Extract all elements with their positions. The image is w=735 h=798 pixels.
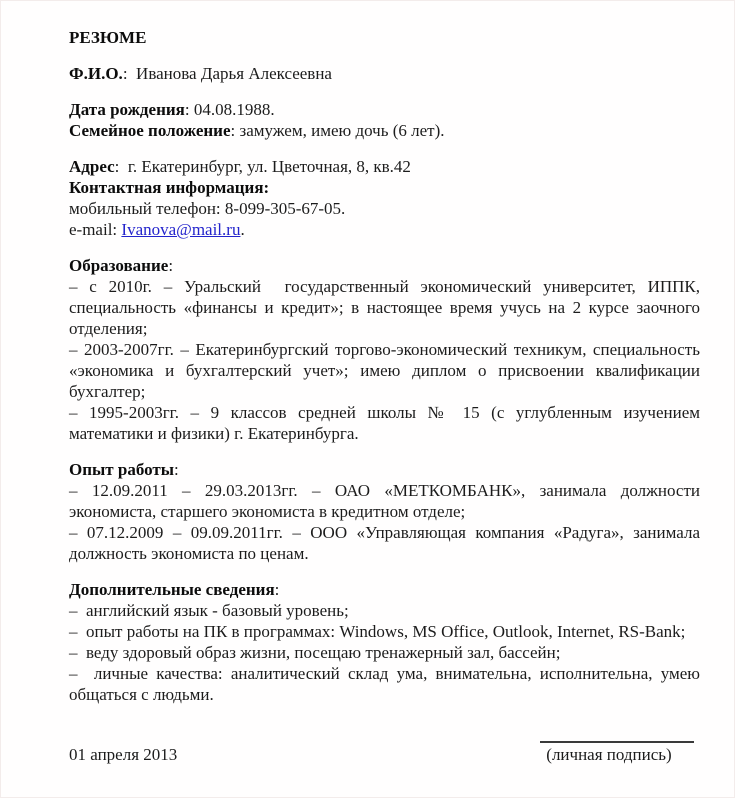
additional-heading [69,579,700,600]
education-heading [69,255,700,276]
phone-line [69,198,700,219]
address-line [69,156,700,177]
education-item: – с 2010г. – Уральский государственный экономический университет, ИППК, специальность «финансы и кредит»; в настоящее время учусь на 2 курсе заочного отделения; [69,277,700,338]
additional-item: – личные качества: аналитический склад ума, внимательна, исполнительна, умею общаться с людьми. [69,664,700,704]
fio-label: Ф.И.О. [69,64,123,83]
footer [69,741,700,765]
additional-section [69,579,700,705]
page-title [69,27,700,48]
address-label: Адрес [69,157,115,176]
personal-block [69,99,700,141]
birth-line [69,99,700,120]
experience-item: – 12.09.2011 – 29.03.2013гг. – ОАО «МЕТКОМБАНК», занимала должности экономиста, старшего экономиста в кредитном отделе; [69,481,700,521]
contact-heading-text: Контактная информация: [69,178,270,197]
email-line [69,219,700,240]
experience-section [69,459,700,564]
family-line [69,120,700,141]
birth-value: : 04.08.1988. [184,100,275,119]
signature-caption: (личная подпись) [546,745,672,764]
signature-line [540,741,694,743]
additional-item: – опыт работы на ПК в программах: Windows, MS Office, Outlook, Internet, RS-Bank; [69,622,686,641]
address-value: : г. Екатеринбург, ул. Цветочная, 8, кв.42 [114,157,411,176]
fio-value: : Иванова Дарья Алексеевна [122,64,332,83]
experience-heading-text: Опыт работы [69,460,175,479]
education-section [69,255,700,444]
education-heading-text: Образование [69,256,169,275]
document-date: 01 апреля 2013 [69,745,178,764]
family-value: : замужем, имею дочь (6 лет). [230,121,445,140]
email-link[interactable]: Ivanova@mail.ru [121,220,241,239]
family-label: Семейное положение [69,121,231,140]
additional-item: – веду здоровый образ жизни, посещаю тренажерный зал, бассейн; [69,643,561,662]
additional-heading-text: Дополнительные сведения [69,580,275,599]
title-text: РЕЗЮМЕ [69,28,147,47]
education-item: – 1995-2003гг. – 9 классов средней школы № 15 (с углубленным изучением математики и физики) г. Екатеринбурга. [69,403,700,443]
experience-item: – 07.12.2009 – 09.09.2011гг. – ООО «Управляющая компания «Радуга», занимала должность экономиста по ценам. [69,523,700,563]
phone-value: 8-099-305-67-05. [224,199,346,218]
signature-area [518,741,700,765]
contact-heading [69,177,700,198]
email-label: e-mail: [69,220,122,239]
additional-heading-colon: : [274,580,280,599]
fio-line [69,63,700,84]
email-suffix: . [240,220,245,239]
contact-block [69,156,700,240]
education-item: – 2003-2007гг. – Екатеринбургский торгово-экономический техникум, специальность «экономика и бухгалтерский учет»; имею диплом о присвоении квалификации бухгалтер; [69,340,700,401]
education-heading-colon: : [168,256,174,275]
phone-label: мобильный телефон: [69,199,225,218]
experience-heading [69,459,700,480]
birth-label: Дата рождения [69,100,185,119]
experience-heading-colon: : [174,460,179,479]
additional-item: – английский язык - базовый уровень; [69,601,349,620]
